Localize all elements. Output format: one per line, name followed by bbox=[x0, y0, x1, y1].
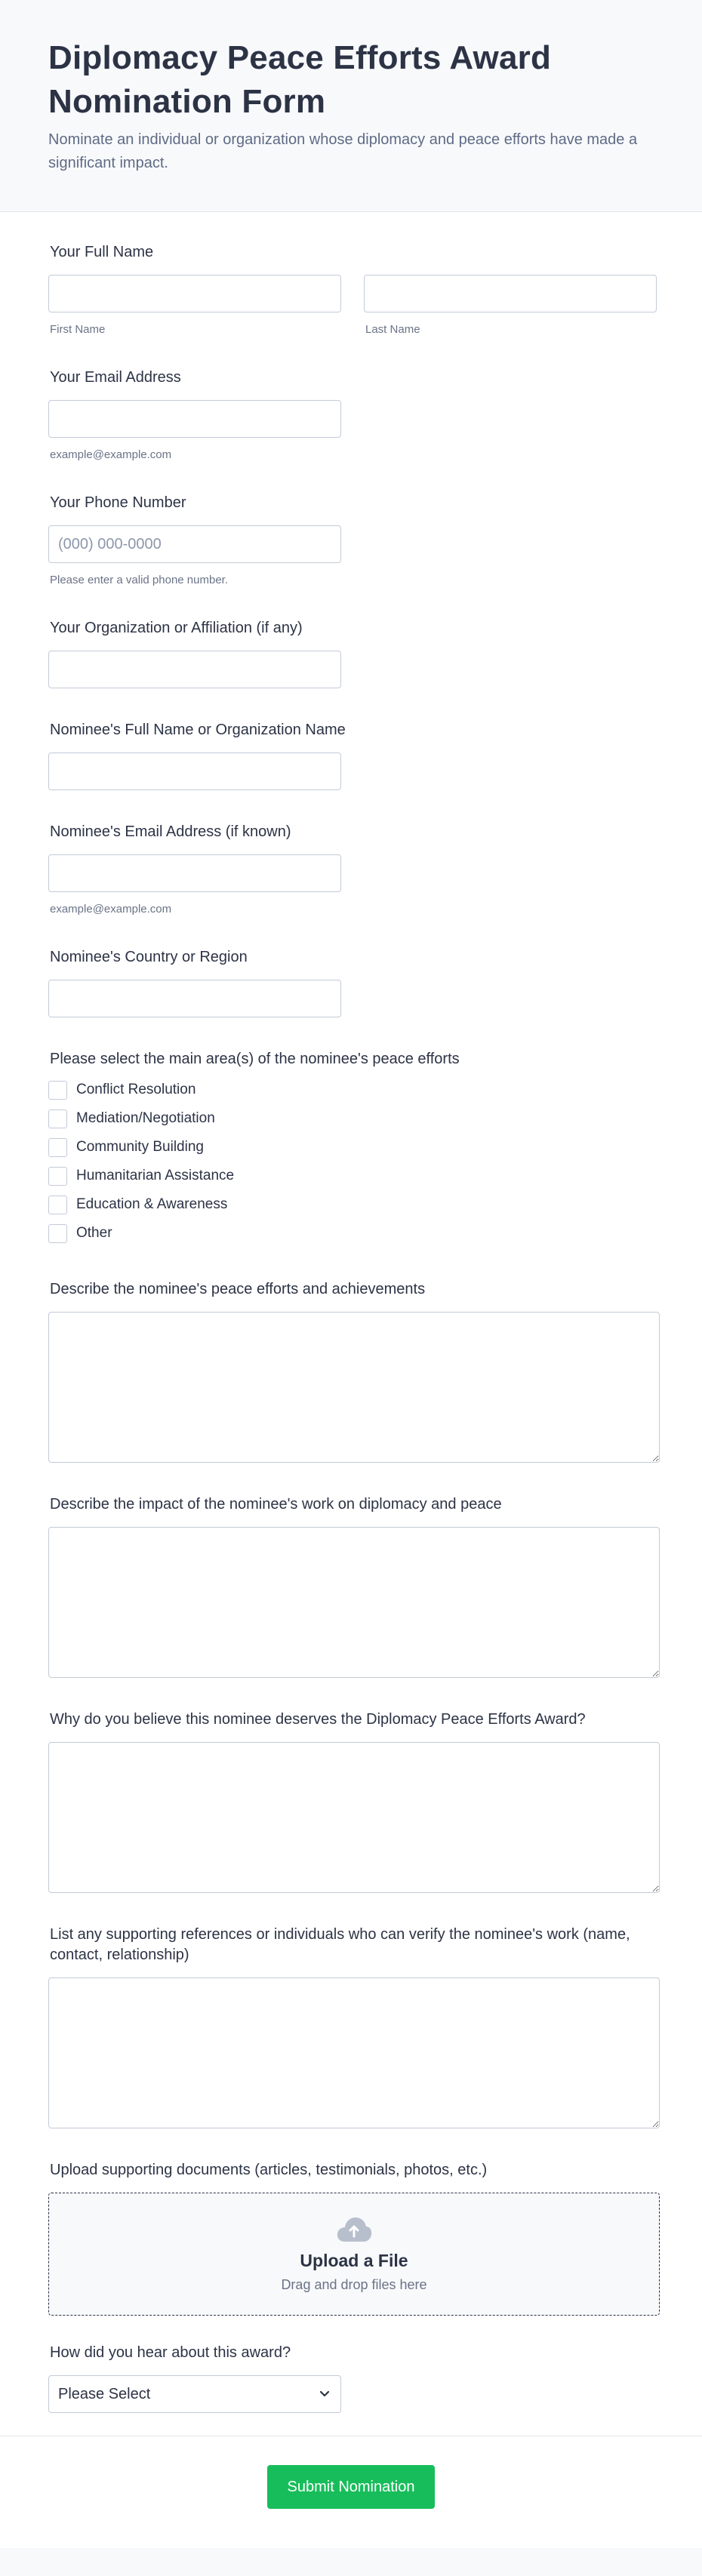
efforts-field bbox=[48, 1279, 657, 1463]
checkbox-label: Community Building bbox=[76, 1139, 204, 1155]
impact-textarea[interactable] bbox=[48, 1527, 660, 1678]
upload-label: Upload supporting documents (articles, testimonials, photos, etc.) bbox=[50, 2162, 488, 2178]
areas-field bbox=[48, 1049, 657, 1248]
why-textarea[interactable] bbox=[48, 1742, 660, 1893]
nominee-country-field bbox=[48, 947, 657, 1017]
areas-label: Please select the main area(s) of the nominee's peace efforts bbox=[50, 1051, 460, 1067]
nominee-name-field bbox=[48, 720, 657, 790]
checkbox-box[interactable] bbox=[48, 1138, 67, 1157]
checkbox-community-building[interactable] bbox=[48, 1133, 657, 1162]
checkbox-label: Conflict Resolution bbox=[76, 1082, 196, 1097]
phone-field bbox=[48, 493, 657, 586]
efforts-textarea[interactable] bbox=[48, 1312, 660, 1463]
impact-field bbox=[48, 1494, 657, 1678]
nominee-name-input[interactable] bbox=[48, 752, 341, 790]
nominee-email-label: Nominee's Email Address (if known) bbox=[50, 823, 291, 840]
checkbox-label: Humanitarian Assistance bbox=[76, 1168, 235, 1183]
cloud-upload-icon bbox=[335, 2216, 373, 2243]
last-name-input[interactable] bbox=[364, 275, 657, 312]
checkbox-mediation-negotiation[interactable] bbox=[48, 1104, 657, 1133]
submit-button[interactable]: Submit Nomination bbox=[267, 2465, 435, 2509]
checkbox-label: Other bbox=[76, 1225, 112, 1241]
organization-label: Your Organization or Affiliation (if any) bbox=[50, 620, 303, 636]
chevron-down-icon bbox=[319, 2390, 330, 2398]
first-name-input[interactable] bbox=[48, 275, 341, 312]
why-label: Why do you believe this nominee deserves the Diplomacy Peace Efforts Award? bbox=[50, 1711, 586, 1728]
checkbox-label: Education & Awareness bbox=[76, 1196, 228, 1212]
checkbox-label: Mediation/Negotiation bbox=[76, 1110, 215, 1126]
checkbox-box[interactable] bbox=[48, 1167, 67, 1186]
checkbox-conflict-resolution[interactable] bbox=[48, 1076, 657, 1104]
nominee-name-label: Nominee's Full Name or Organization Name bbox=[50, 722, 346, 738]
why-field bbox=[48, 1710, 657, 1893]
references-field bbox=[48, 1925, 657, 2128]
checkbox-other[interactable] bbox=[48, 1219, 657, 1248]
email-input[interactable] bbox=[48, 400, 341, 438]
upload-title: Upload a File bbox=[300, 2250, 408, 2270]
heard-field bbox=[48, 2343, 657, 2413]
full-name-field bbox=[48, 242, 657, 336]
phone-label: Your Phone Number bbox=[50, 494, 186, 511]
checkbox-box[interactable] bbox=[48, 1109, 67, 1128]
phone-sublabel: Please enter a valid phone number. bbox=[50, 574, 228, 586]
heard-label: How did you hear about this award? bbox=[50, 2344, 291, 2361]
references-textarea[interactable] bbox=[48, 1977, 660, 2128]
organization-field bbox=[48, 618, 657, 688]
checkbox-box[interactable] bbox=[48, 1196, 67, 1214]
page-title: Diplomacy Peace Efforts Award Nomination Form bbox=[48, 39, 552, 120]
checkbox-box[interactable] bbox=[48, 1224, 67, 1243]
checkbox-box[interactable] bbox=[48, 1081, 67, 1100]
references-label: List any supporting references or individuals who can verify the nominee's work (name, contact, relationship) bbox=[50, 1926, 630, 1963]
checkbox-humanitarian-assistance[interactable] bbox=[48, 1162, 657, 1190]
form-header bbox=[0, 0, 702, 212]
nominee-email-input[interactable] bbox=[48, 854, 341, 892]
nominee-email-field bbox=[48, 822, 657, 916]
form-footer bbox=[0, 2436, 702, 2548]
areas-checkbox-group bbox=[48, 1076, 657, 1248]
last-name-sublabel: Last Name bbox=[365, 323, 420, 336]
upload-field bbox=[48, 2160, 657, 2316]
first-name-sublabel: First Name bbox=[50, 323, 106, 336]
nominee-country-input[interactable] bbox=[48, 980, 341, 1017]
upload-hint: Drag and drop files here bbox=[281, 2276, 427, 2292]
file-upload-dropzone[interactable] bbox=[48, 2193, 660, 2316]
page-subtitle: Nominate an individual or organization whose diplomacy and peace efforts have made a significant impact. bbox=[48, 131, 638, 171]
email-label: Your Email Address bbox=[50, 369, 181, 386]
nominee-country-label: Nominee's Country or Region bbox=[50, 949, 248, 965]
full-name-label: Your Full Name bbox=[50, 244, 154, 260]
nominee-email-sublabel: example@example.com bbox=[50, 903, 172, 916]
impact-label: Describe the impact of the nominee's work on diplomacy and peace bbox=[50, 1496, 502, 1513]
efforts-label: Describe the nominee's peace efforts and achievements bbox=[50, 1281, 426, 1297]
email-sublabel: example@example.com bbox=[50, 448, 172, 461]
email-field bbox=[48, 368, 657, 461]
organization-input[interactable] bbox=[48, 651, 341, 688]
heard-select[interactable] bbox=[48, 2375, 341, 2413]
form-body bbox=[0, 212, 702, 2436]
phone-input[interactable] bbox=[48, 525, 341, 563]
checkbox-education-awareness[interactable] bbox=[48, 1190, 657, 1219]
heard-select-value: Please Select bbox=[58, 2385, 151, 2402]
